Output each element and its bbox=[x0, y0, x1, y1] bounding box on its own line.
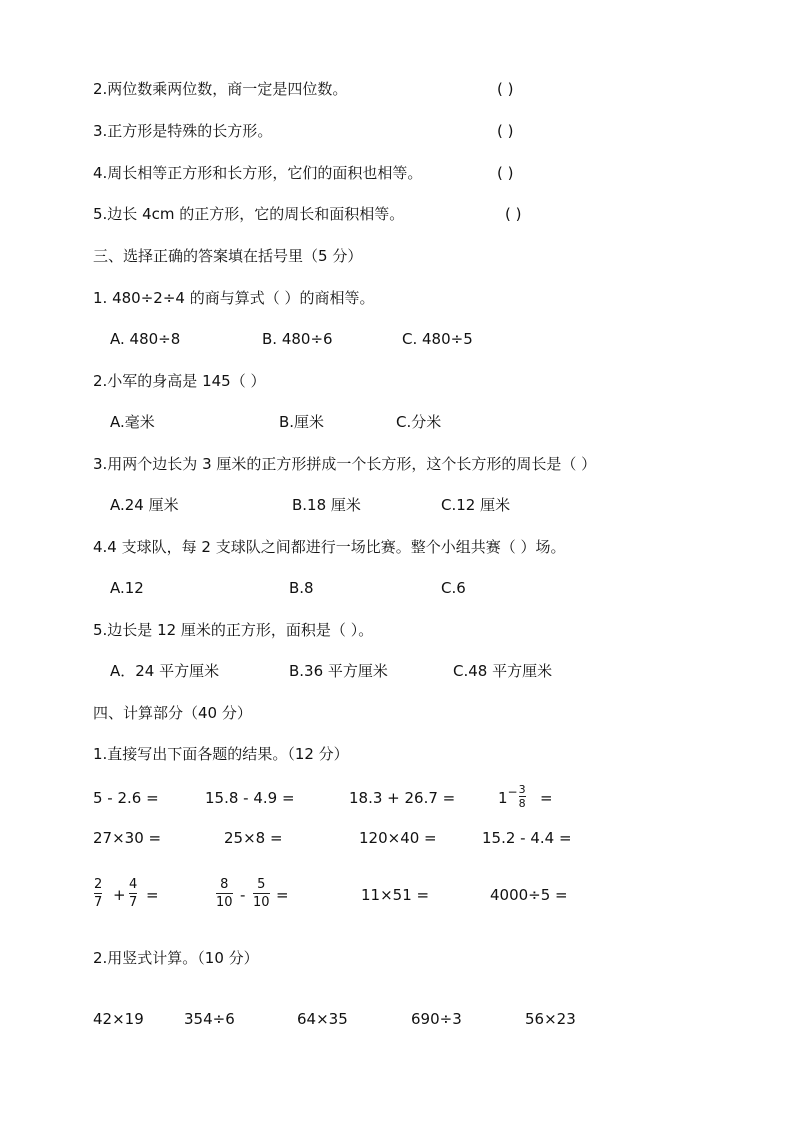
option-b[interactable]: B. 480÷6 bbox=[262, 330, 333, 348]
option-a[interactable]: A.毫米 bbox=[110, 413, 155, 431]
section-title-calc: 四、计算部分（40 分） bbox=[93, 704, 252, 722]
fraction bbox=[129, 877, 137, 910]
choice-question-2: 2.小军的身高是 145（ ） bbox=[93, 372, 266, 390]
choice-question-1: 1. 480÷2÷4 的商与算式（ ）的商相等。 bbox=[93, 289, 375, 307]
option-c[interactable]: C.48 平方厘米 bbox=[453, 662, 553, 680]
judgement-item-3: 3.正方形是特殊的长方形。 bbox=[93, 122, 273, 140]
judgement-item-5: 5.边长 4cm 的正方形，它的周长和面积相等。 bbox=[93, 205, 405, 223]
mixed-number: 1 − 3 8 bbox=[498, 783, 526, 810]
answer-paren[interactable]: ( ) bbox=[497, 122, 514, 140]
answer-paren[interactable]: ( ) bbox=[497, 164, 514, 182]
denominator: 10 bbox=[253, 895, 270, 910]
calc-title-vertical: 2.用竖式计算。（10 分） bbox=[93, 949, 259, 967]
answer-paren[interactable]: ( ) bbox=[497, 80, 514, 98]
numerator: 2 bbox=[94, 877, 103, 892]
numerator: 4 bbox=[129, 877, 138, 892]
calc-item: 15.2 - 4.4 = bbox=[482, 829, 572, 847]
calc-title-oral: 1.直接写出下面各题的结果。（12 分） bbox=[93, 745, 349, 763]
option-a[interactable]: A．24 平方厘米 bbox=[110, 662, 220, 680]
calc-item: 27×30 = bbox=[93, 829, 162, 847]
vertical-item: 56×23 bbox=[525, 1010, 576, 1028]
fraction bbox=[216, 877, 233, 910]
mixed-numerator: 3 bbox=[518, 783, 526, 796]
vertical-item: 690÷3 bbox=[411, 1010, 462, 1028]
calc-item: 4000÷5 = bbox=[490, 886, 568, 904]
operator: - bbox=[240, 886, 246, 904]
vertical-item: 64×35 bbox=[297, 1010, 348, 1028]
calc-item: 11×51 = bbox=[361, 886, 430, 904]
choice-question-3: 3.用两个边长为 3 厘米的正方形拼成一个长方形，这个长方形的周长是（ ） bbox=[93, 455, 597, 473]
option-b[interactable]: B.36 平方厘米 bbox=[289, 662, 388, 680]
operator: + bbox=[113, 886, 126, 904]
mixed-whole: 1 bbox=[498, 789, 508, 807]
mixed-denominator: 8 bbox=[518, 797, 526, 810]
calc-item: = bbox=[540, 789, 553, 807]
option-b[interactable]: B.18 厘米 bbox=[292, 496, 361, 514]
numerator: 5 bbox=[257, 877, 266, 892]
fraction bbox=[94, 877, 102, 910]
choice-question-4: 4.4 支球队，每 2 支球队之间都进行一场比赛。整个小组共赛（ ）场。 bbox=[93, 538, 566, 556]
equals: = bbox=[146, 886, 159, 904]
denominator: 7 bbox=[94, 895, 103, 910]
fraction bbox=[253, 877, 270, 910]
vertical-item: 42×19 bbox=[93, 1010, 144, 1028]
option-c[interactable]: C.12 厘米 bbox=[441, 496, 511, 514]
numerator: 8 bbox=[220, 877, 229, 892]
calc-item: 25×8 = bbox=[224, 829, 283, 847]
option-c[interactable]: C.6 bbox=[441, 579, 466, 597]
mixed-fraction bbox=[519, 784, 526, 809]
option-c[interactable]: C.分米 bbox=[396, 413, 442, 431]
choice-question-5: 5.边长是 12 厘米的正方形，面积是（ ）。 bbox=[93, 621, 374, 639]
calc-item: 5 - 2.6 = bbox=[93, 789, 159, 807]
option-a[interactable]: A.24 厘米 bbox=[110, 496, 179, 514]
judgement-item-2: 2.两位数乘两位数，商一定是四位数。 bbox=[93, 80, 348, 98]
option-c[interactable]: C. 480÷5 bbox=[402, 330, 473, 348]
judgement-item-4: 4.周长相等正方形和长方形，它们的面积也相等。 bbox=[93, 164, 423, 182]
option-a[interactable]: A. 480÷8 bbox=[110, 330, 181, 348]
calc-item: 18.3 + 26.7 = bbox=[349, 789, 456, 807]
calc-item: 120×40 = bbox=[359, 829, 437, 847]
equals: = bbox=[276, 886, 289, 904]
calc-item: 15.8 - 4.9 = bbox=[205, 789, 295, 807]
section-title-choice: 三、选择正确的答案填在括号里（5 分） bbox=[93, 247, 363, 265]
vertical-item: 354÷6 bbox=[184, 1010, 235, 1028]
option-a[interactable]: A.12 bbox=[110, 579, 144, 597]
denominator: 10 bbox=[216, 895, 233, 910]
option-b[interactable]: B.厘米 bbox=[279, 413, 325, 431]
denominator: 7 bbox=[129, 895, 138, 910]
option-b[interactable]: B.8 bbox=[289, 579, 314, 597]
answer-paren[interactable]: ( ) bbox=[505, 205, 522, 223]
